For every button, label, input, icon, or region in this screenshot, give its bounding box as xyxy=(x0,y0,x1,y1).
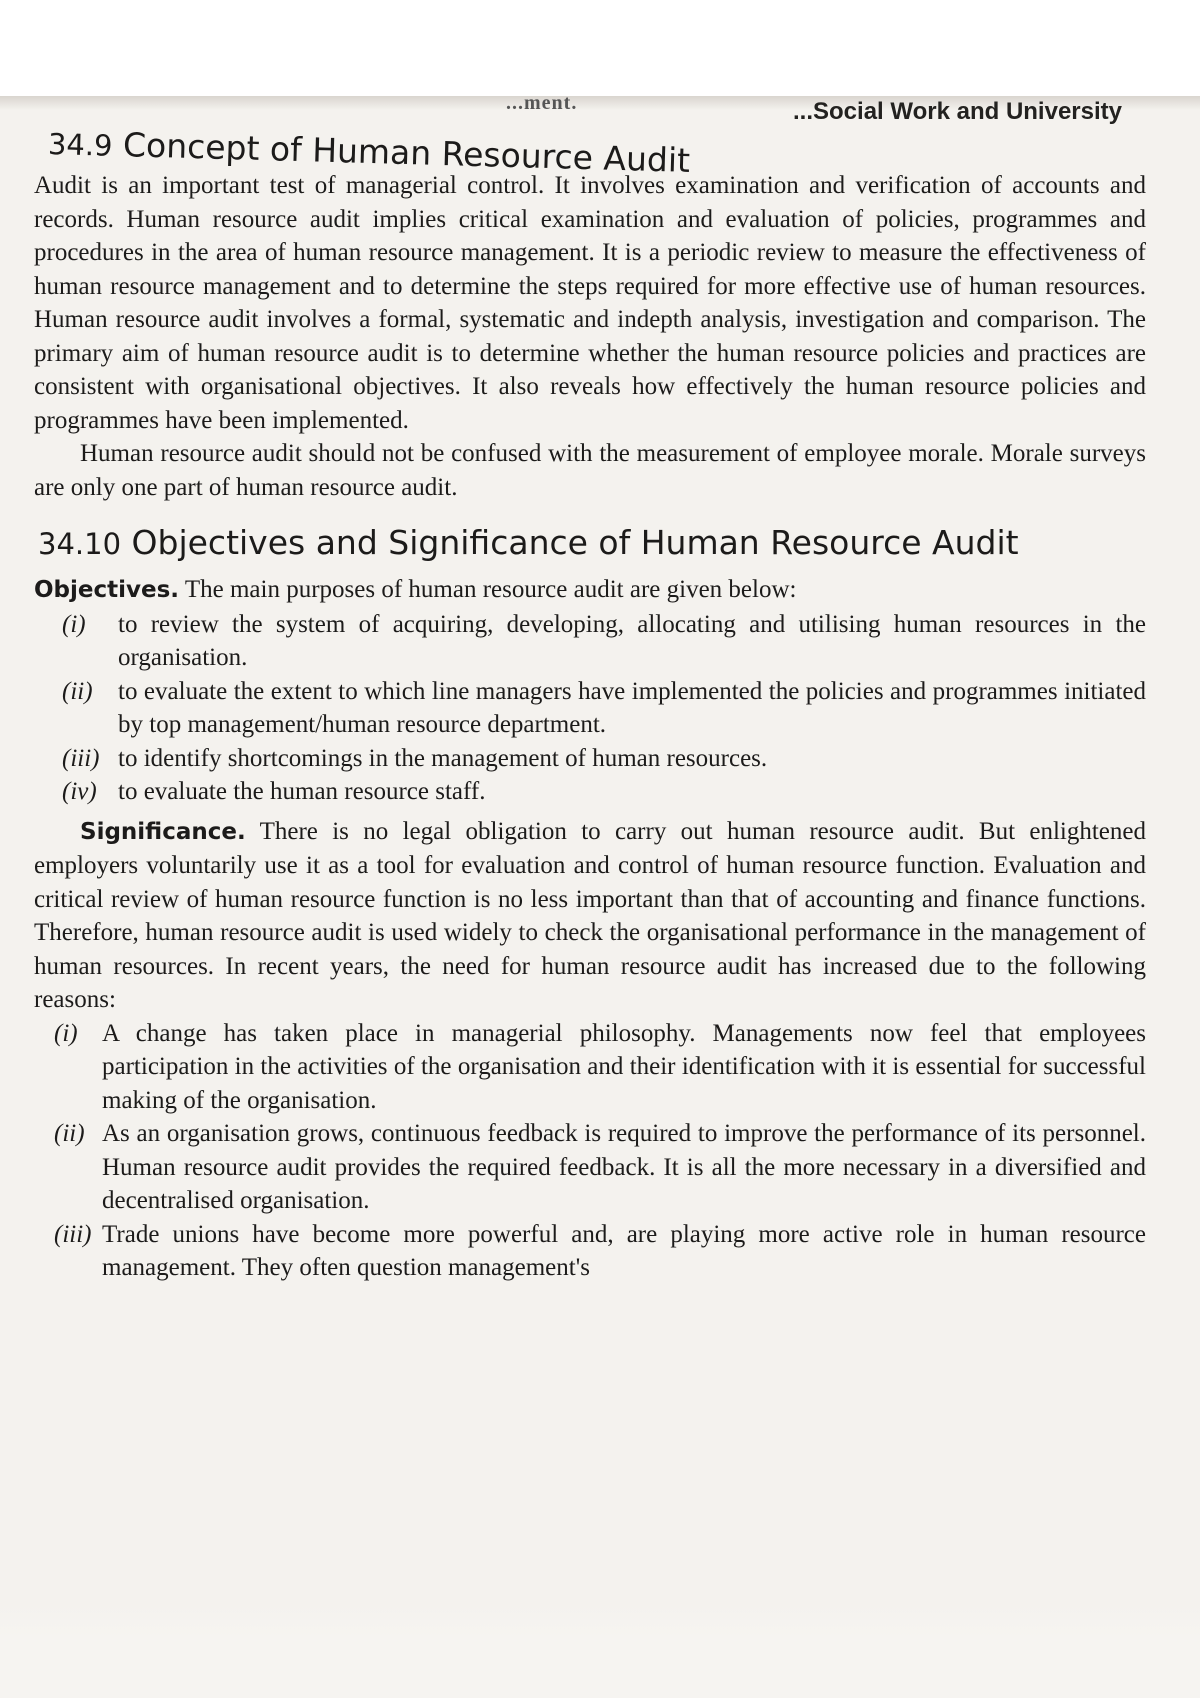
list-item xyxy=(34,1218,1146,1285)
list-item xyxy=(34,1117,1146,1218)
list-marker: (i) xyxy=(62,610,86,638)
section-title: Concept of Human Resource Audit xyxy=(122,125,691,180)
list-marker: (ii) xyxy=(62,677,93,705)
list-item-text: to evaluate the extent to which line managers have implemented the policies and programmes initiated by top management/human resource department. xyxy=(118,677,1146,738)
list-marker: (iv) xyxy=(62,778,97,805)
list-item-text: to evaluate the human resource staff. xyxy=(118,778,486,805)
list-marker: (iii) xyxy=(62,744,100,772)
section-number: 34.10 xyxy=(38,527,122,561)
body-paragraph: Human resource audit should not be confused with the measurement of employee morale. Morale surveys are only one part of human resource audit. xyxy=(34,440,1146,501)
list-marker: (i) xyxy=(54,1019,78,1047)
significance-text: There is no legal obligation to carry out human resource audit. But enlightened employers voluntarily use it as a tool for evaluation and control of human resource function. Evaluation and critical review of human resource function is no less important than that of accounting and finance functions. Therefore, human resource audit is used widely to check the organisational performance in the management of human resources. In recent years, the need for human resource audit has increased due to the following reasons: xyxy=(34,817,1146,1013)
list-item xyxy=(34,742,1146,776)
run-in-heading-objectives: Objectives. xyxy=(34,577,180,603)
section-heading xyxy=(38,522,1146,565)
body-paragraph: Audit is an important test of managerial control. It involves examination and verification of accounts and records. Human resource audit implies critical examination and evaluation of policies, programmes and procedures in the area of human resource management. It is a periodic review to measure the effectiveness of human resource management and to determine the steps required for more effective use of human resources. Human resource audit involves a formal, systematic and indepth analysis, investigation and comparison. The primary aim of human resource audit is to determine whether the human resource policies and practices are consistent with organisational objectives. It also reveals how effectively the human resource policies and programmes have been implemented. xyxy=(34,172,1146,434)
section-number: 34.9 xyxy=(47,127,114,163)
list-item xyxy=(34,775,1146,809)
run-in-heading-significance: Significance. xyxy=(80,818,246,845)
page-content xyxy=(34,122,1146,1285)
page-top-edge xyxy=(0,0,1200,100)
list-marker: (iii) xyxy=(54,1220,92,1248)
list-marker: (ii) xyxy=(54,1120,85,1147)
list-item-text: to identify shortcomings in the management of human resources. xyxy=(118,744,768,772)
section-title: Objectives and Significance of Human Resource Audit xyxy=(131,523,1019,562)
reasons-list xyxy=(34,1017,1146,1285)
significance-paragraph xyxy=(34,815,1146,1017)
list-item-text: Trade unions have become more powerful and, are playing more active role in human resource management. They often question management's xyxy=(102,1220,1146,1281)
list-item-text: A change has taken place in managerial philosophy. Managements now feel that employees participation in the activities of the organisation and their identification with it is essential for successful making of the organisation. xyxy=(102,1019,1146,1114)
objectives-list xyxy=(34,608,1146,809)
list-item xyxy=(34,675,1146,742)
list-item xyxy=(34,608,1146,675)
objectives-intro-paragraph xyxy=(34,573,1146,608)
running-header-right: ...Social Work and University xyxy=(793,98,1122,125)
list-item-text: to review the system of acquiring, developing, allocating and utilising human resources in the organisation. xyxy=(118,610,1146,671)
list-item-text: As an organisation grows, continuous feedback is required to improve the performance of its personnel. Human resource audit provides the required feedback. It is all the more necessary in a diversified and decentralised organisation. xyxy=(102,1120,1146,1214)
objectives-intro-text: The main purposes of human resource audit are given below: xyxy=(184,576,797,603)
running-header-left: ...ment. xyxy=(506,92,578,114)
list-item xyxy=(34,1017,1146,1118)
page-bottom-margin xyxy=(0,1600,1200,1698)
